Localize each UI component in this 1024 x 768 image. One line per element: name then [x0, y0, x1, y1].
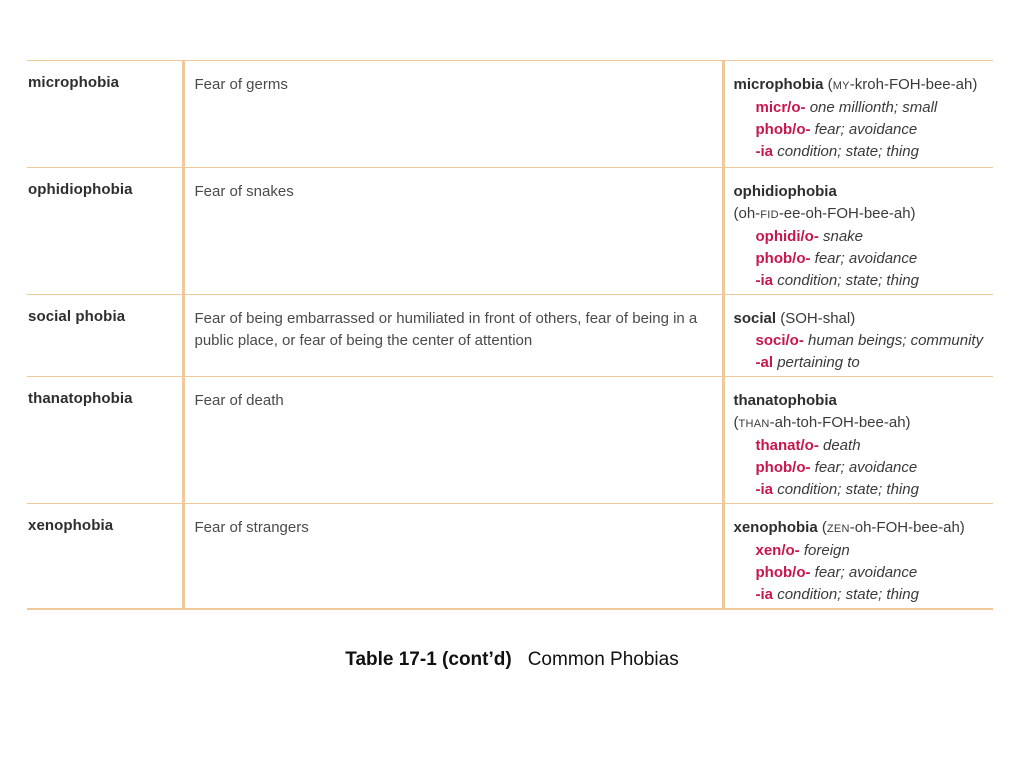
- term-name: ophidiophobia: [28, 181, 133, 198]
- stressed-syllable: THAN: [738, 418, 770, 430]
- pronunciation-line: [734, 181, 994, 203]
- pronunciation-cell: [723, 168, 993, 295]
- pronunciation-cell: [723, 377, 993, 504]
- pronunciation-term: microphobia: [733, 76, 824, 93]
- definition-text: Fear of germs: [194, 76, 288, 93]
- word-part-morpheme: phob/o-: [755, 250, 811, 267]
- pronunciation-term: thanatophobia: [733, 392, 837, 409]
- definition-cell: [183, 61, 723, 168]
- definition-text: Fear of snakes: [194, 183, 294, 200]
- word-part-morpheme: phob/o-: [755, 564, 811, 581]
- pronunciation-line: [734, 412, 994, 435]
- word-part-morpheme: soci/o-: [755, 332, 804, 349]
- word-part-morpheme: micr/o-: [755, 99, 806, 116]
- definition-text: Fear of strangers: [194, 519, 309, 536]
- term-name: thanatophobia: [28, 390, 133, 407]
- word-part-morpheme: -al: [755, 354, 774, 371]
- word-part: [734, 141, 994, 163]
- term-name: social phobia: [28, 308, 126, 325]
- word-part-morpheme: -ia: [755, 586, 774, 603]
- table-row: [27, 61, 993, 168]
- word-part-meaning: condition; state; thing: [777, 272, 919, 289]
- pronunciation-cell: [723, 295, 993, 377]
- word-part-meaning: pertaining to: [777, 354, 860, 371]
- table-number: Table 17-1 (cont’d): [345, 649, 512, 670]
- pronunciation-text: (SOH-shal): [776, 310, 856, 327]
- pronunciation-line: [734, 74, 994, 97]
- word-part-morpheme: xen/o-: [755, 542, 800, 559]
- table-title: Common Phobias: [527, 649, 679, 670]
- definition-cell: [183, 504, 723, 609]
- word-part: [734, 479, 994, 501]
- word-part: [734, 540, 994, 562]
- term-cell: [27, 61, 183, 168]
- pronunciation-cell: [723, 61, 993, 168]
- word-part: [734, 97, 994, 119]
- pronunciation-text: -ee-oh-FOH-bee-ah): [778, 205, 916, 222]
- word-part: [734, 119, 994, 141]
- pronunciation-cell: [723, 504, 993, 609]
- word-part-meaning: condition; state; thing: [777, 481, 919, 498]
- word-part-morpheme: thanat/o-: [755, 437, 819, 454]
- definition-cell: [183, 295, 723, 377]
- table-caption: [0, 649, 1024, 671]
- pronunciation-term: xenophobia: [733, 519, 818, 536]
- word-part-meaning: fear; avoidance: [814, 250, 918, 267]
- pronunciation-text: (: [733, 414, 739, 431]
- word-part-meaning: condition; state; thing: [777, 586, 919, 603]
- word-part-morpheme: -ia: [755, 481, 774, 498]
- pronunciation-line: [734, 390, 994, 412]
- word-part: [734, 457, 994, 479]
- table-row: [27, 168, 993, 295]
- term-cell: [27, 295, 183, 377]
- word-part-meaning: one millionth; small: [809, 99, 938, 116]
- word-part: [734, 352, 994, 374]
- definition-text: Fear of death: [194, 392, 284, 409]
- word-part-meaning: human beings; community: [808, 332, 984, 349]
- word-part: [734, 248, 994, 270]
- pronunciation-term: ophidiophobia: [733, 183, 837, 200]
- term-cell: [27, 377, 183, 504]
- definition-text: Fear of being embarrassed or humiliated in front of others, fear of being in a public place, or fear of being the center of attention: [194, 310, 698, 349]
- word-part: [734, 226, 994, 248]
- word-part-meaning: fear; avoidance: [814, 564, 918, 581]
- pronunciation-line: [734, 203, 994, 226]
- table-row: [27, 504, 993, 609]
- word-part: [734, 584, 994, 606]
- stressed-syllable: ZEN: [826, 523, 850, 535]
- definition-cell: [183, 168, 723, 295]
- pronunciation-line: [734, 517, 994, 540]
- phobia-table: [27, 60, 993, 610]
- pronunciation-line: [734, 308, 994, 330]
- table-row: [27, 377, 993, 504]
- word-part: [734, 435, 994, 457]
- word-part: [734, 270, 994, 292]
- pronunciation-text: -ah-toh-FOH-bee-ah): [769, 414, 911, 431]
- term-cell: [27, 168, 183, 295]
- pronunciation-text: -oh-FOH-bee-ah): [849, 519, 965, 536]
- word-part-meaning: fear; avoidance: [814, 121, 918, 138]
- definition-cell: [183, 377, 723, 504]
- word-part-morpheme: ophidi/o-: [755, 228, 819, 245]
- word-part: [734, 330, 994, 352]
- word-part-meaning: snake: [822, 228, 864, 245]
- pronunciation-text: (: [817, 519, 827, 536]
- word-part-morpheme: phob/o-: [755, 459, 811, 476]
- word-part-morpheme: -ia: [755, 143, 774, 160]
- word-part: [734, 562, 994, 584]
- pronunciation-text: -kroh-FOH-bee-ah): [849, 76, 978, 93]
- word-part-meaning: condition; state; thing: [777, 143, 919, 160]
- term-name: microphobia: [28, 74, 120, 91]
- pronunciation-term: social: [733, 310, 777, 327]
- stressed-syllable: FID: [760, 209, 779, 221]
- word-part-meaning: foreign: [803, 542, 850, 559]
- stressed-syllable: MY: [832, 80, 850, 92]
- word-part-meaning: death: [823, 437, 861, 454]
- term-cell: [27, 504, 183, 609]
- word-part-morpheme: phob/o-: [755, 121, 811, 138]
- table-row: [27, 295, 993, 377]
- pronunciation-text: (oh-: [733, 205, 761, 222]
- term-name: xenophobia: [28, 517, 114, 534]
- word-part-morpheme: -ia: [755, 272, 774, 289]
- pronunciation-text: (: [823, 76, 833, 93]
- word-part-meaning: fear; avoidance: [814, 459, 918, 476]
